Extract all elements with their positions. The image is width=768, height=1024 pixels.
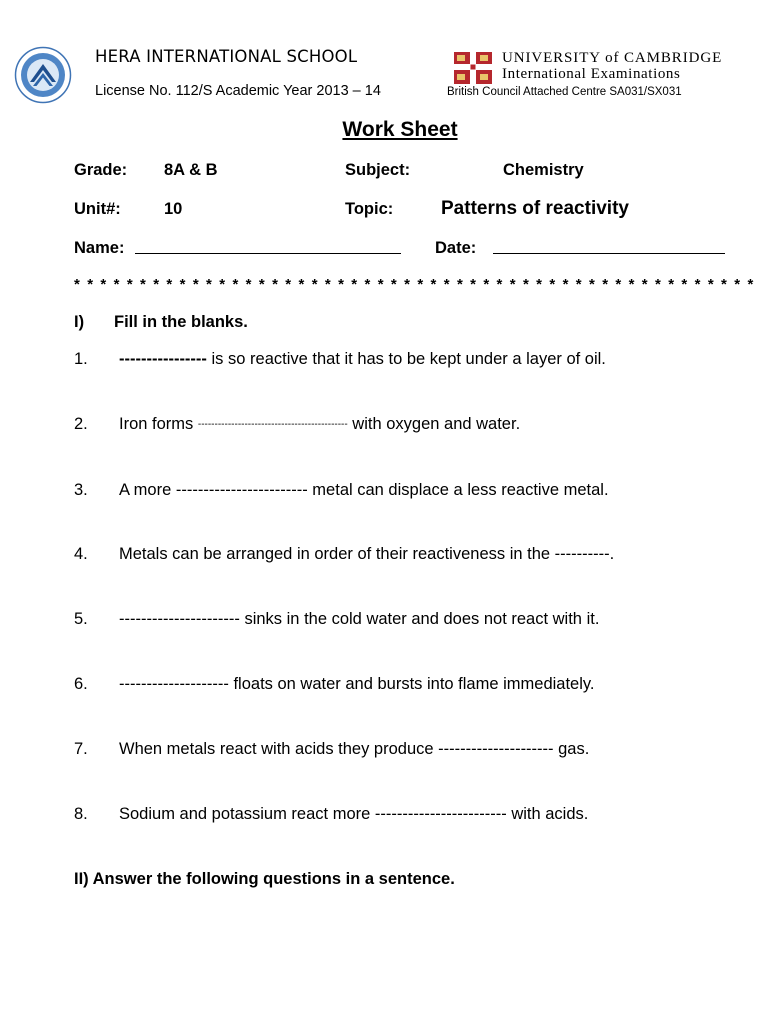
subject-value: Chemistry — [503, 161, 584, 179]
question-1-text: is so reactive that it has to be kept under a layer of oil. — [206, 350, 606, 368]
question-4: Metals can be arranged in order of their reactiveness in the ----------. — [119, 545, 615, 563]
unit-label: Unit#: — [74, 200, 121, 218]
date-label: Date: — [435, 239, 477, 257]
question-6: -------------------- floats on water and bursts into flame immediately. — [119, 675, 595, 693]
license-line: License No. 112/S Academic Year 2013 – 14 — [95, 83, 381, 99]
question-3: A more ------------------------ metal can displace a less reactive metal. — [119, 481, 609, 499]
centre-line: British Council Attached Centre SA031/SX031 — [447, 86, 682, 98]
name-label: Name: — [74, 239, 125, 257]
topic-label: Topic: — [345, 200, 394, 218]
name-field-line[interactable] — [135, 253, 401, 254]
cambridge-subtitle: International Examinations — [502, 66, 681, 82]
question-number: 3. — [74, 481, 88, 499]
school-name: HERA INTERNATIONAL SCHOOL — [95, 47, 358, 66]
section-2-heading: II) Answer the following questions in a sentence. — [74, 870, 455, 888]
question-number: 8. — [74, 805, 88, 823]
page-title: Work Sheet — [342, 118, 458, 141]
subject-label: Subject: — [345, 161, 411, 179]
question-2-blank: --------------------------------------------- — [197, 419, 348, 430]
question-1 — [119, 350, 606, 369]
section-1-number: I) — [74, 313, 85, 331]
question-number: 6. — [74, 675, 88, 693]
question-5: ---------------------- sinks in the cold water and does not react with it. — [119, 610, 600, 628]
question-2-post: with oxygen and water. — [347, 415, 521, 433]
question-number: 7. — [74, 740, 88, 758]
question-7: When metals react with acids they produce --------------------- gas. — [119, 740, 590, 758]
cambridge-name: UNIVERSITY of CAMBRIDGE — [502, 50, 723, 66]
grade-value: 8A & B — [164, 161, 218, 179]
grade-label: Grade: — [74, 161, 128, 179]
unit-value: 10 — [164, 200, 183, 218]
topic-value: Patterns of reactivity — [441, 198, 629, 219]
question-2-pre: Iron forms — [119, 415, 198, 433]
question-number: 4. — [74, 545, 88, 563]
question-2 — [119, 415, 520, 434]
question-1-blank: ---------------- — [119, 350, 207, 368]
separator: * * * * * * * * * * * * * * * * * * * * * * * * * * * * * * * * * * * * * * * * * * * * * * * * * * * * — [74, 276, 755, 293]
question-number: 1. — [74, 350, 88, 368]
section-1-heading: Fill in the blanks. — [114, 313, 248, 331]
question-number: 5. — [74, 610, 88, 628]
cambridge-shield-icon — [453, 51, 493, 85]
date-field-line[interactable] — [493, 253, 725, 254]
question-8: Sodium and potassium react more ------------------------ with acids. — [119, 805, 589, 823]
question-number: 2. — [74, 415, 88, 433]
school-crest-icon — [14, 46, 72, 104]
